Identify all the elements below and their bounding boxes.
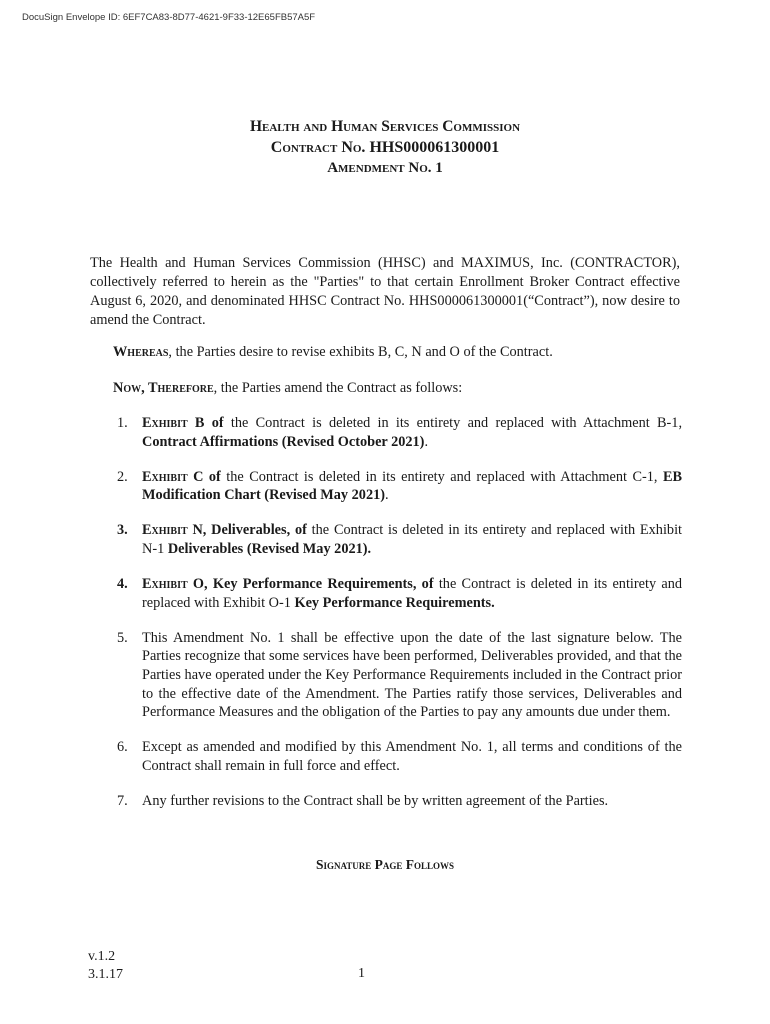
footer-version: v.1.2 <box>88 949 116 964</box>
list-item <box>117 575 682 612</box>
item-exhibit-ref: C of <box>187 468 221 485</box>
header-contract-number <box>0 137 770 158</box>
item-exhibit-label: Exhibit <box>142 415 188 431</box>
item-number: 2. <box>117 468 128 485</box>
intro-paragraph: The Health and Human Services Commission (HHSC) and MAXIMUS, Inc. (CONTRACTOR), collectively referred to herein as the "Parties" to that certain Enrollment Broker Contract effective August 6, 2020, and denominated HHSC Contract No. HHS000061300001(“Contract”), now desire to amend the Contract. <box>90 255 680 328</box>
docusign-envelope-id: DocuSign Envelope ID: 6EF7CA83-8D77-4621-9F33-12E65FB57A5F <box>22 12 316 23</box>
footer-date: 3.1.17 <box>88 967 123 982</box>
item-attachment-title: Contract Affirmations (Revised October 2021) <box>142 433 425 450</box>
footer-version-block <box>88 948 123 984</box>
item-tail: . <box>424 433 429 450</box>
signature-page-follows: Signature Page Follows <box>315 857 455 872</box>
item-text: the Contract is deleted in its entirety and replaced with Exhibit O-1 <box>142 576 682 611</box>
now-therefore-text: , the Parties amend the Contract as follows: <box>213 380 463 396</box>
header-amendment-id: 1 <box>435 160 443 176</box>
list-item <box>117 738 682 775</box>
item-exhibit-ref: O, Key Performance Requirements, of <box>187 576 434 593</box>
header-commission: Health and Human Services Commission <box>249 118 521 135</box>
list-item <box>117 521 682 558</box>
item-text: Except as amended and modified by this Amendment No. 1, all terms and conditions of the Contract shall remain in full force and effect. <box>142 739 682 774</box>
now-therefore-lead: Now, Therefore <box>113 380 214 396</box>
now-therefore-paragraph <box>113 379 683 398</box>
header-amendment-label: Amendment No. <box>327 160 432 176</box>
item-number: 7. <box>117 792 128 809</box>
item-attachment-title: Deliverables (Revised May 2021). <box>167 540 372 557</box>
item-attachment-title: Key Performance Requirements. <box>294 594 495 611</box>
whereas-paragraph <box>113 343 683 362</box>
whereas-lead: Whereas <box>113 344 169 360</box>
item-exhibit-label: Exhibit <box>142 576 188 593</box>
whereas-text: , the Parties desire to revise exhibits B, C, N and O of the Contract. <box>168 344 553 360</box>
item-exhibit-label: Exhibit <box>142 522 188 539</box>
list-item <box>117 629 682 722</box>
item-text: the Contract is deleted in its entirety and replaced with Attachment B-1, <box>223 415 683 431</box>
list-item <box>117 414 682 451</box>
list-item <box>117 792 682 811</box>
amendment-items-list <box>117 414 682 827</box>
item-number: 3. <box>117 522 128 539</box>
item-exhibit-ref: B of <box>187 415 224 431</box>
item-text: the Contract is deleted in its entirety and replaced with Exhibit N-1 <box>142 522 683 557</box>
item-tail: . <box>385 487 389 504</box>
page-number: 1 <box>358 966 365 981</box>
item-number: 6. <box>117 739 128 756</box>
item-number: 5. <box>117 629 128 646</box>
item-exhibit-ref: N, Deliverables, of <box>187 522 307 539</box>
item-attachment-title: EB Modification Chart (Revised May 2021) <box>142 468 683 504</box>
item-text: This Amendment No. 1 shall be effective upon the date of the last signature below. The Parties recognize that some services have been performed, Deliverables provided, and that the Parties have operated under the Key Performance Requirements included in the Contract prior to the effective date of the Amendment. The Parties ratify those services, Deliverables and Performance Measures and the obligation of the Parties to pay any amounts due under them. <box>142 629 682 721</box>
item-number: 1. <box>117 415 128 431</box>
item-text: the Contract is deleted in its entirety and replaced with Attachment C-1, <box>220 468 663 485</box>
header-contract-id: HHS000061300001 <box>369 139 500 156</box>
item-number: 4. <box>117 576 128 593</box>
list-item <box>117 468 682 505</box>
item-exhibit-label: Exhibit <box>142 468 188 485</box>
document-header <box>0 116 770 179</box>
header-contract-label: Contract No. <box>270 139 366 156</box>
item-text: Any further revisions to the Contract shall be by written agreement of the Parties. <box>142 792 609 809</box>
header-amendment-number <box>0 158 770 179</box>
